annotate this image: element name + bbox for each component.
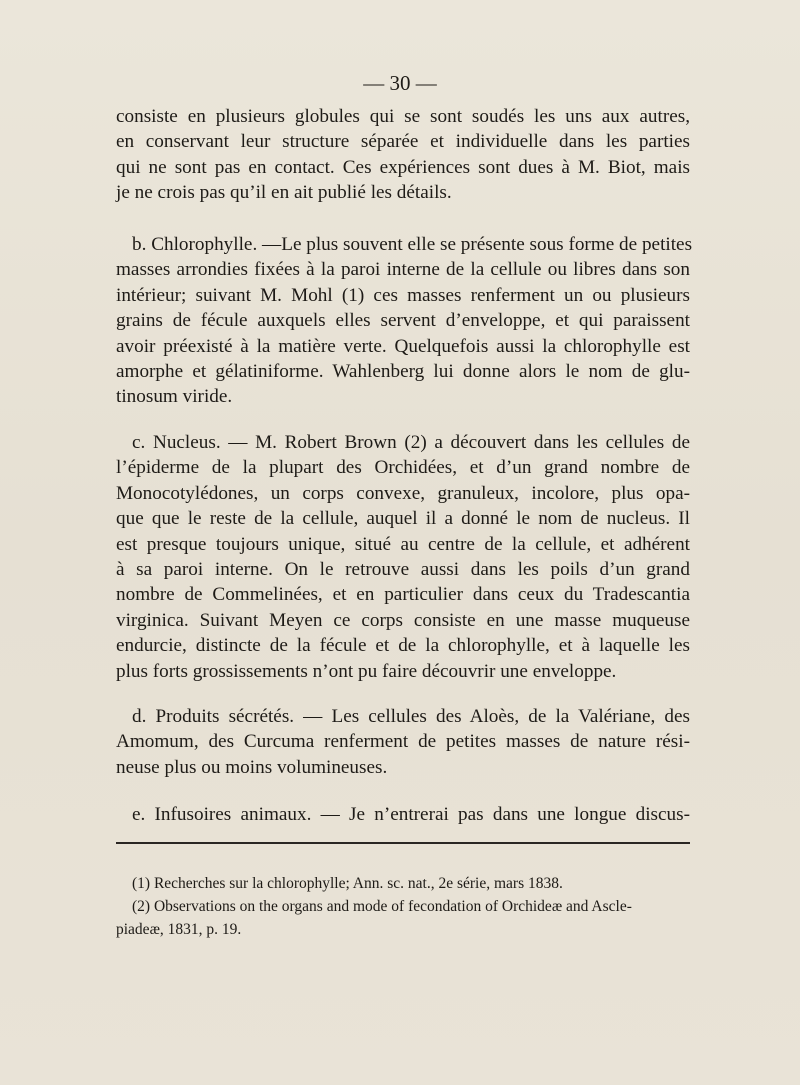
text-line: que que le reste de la cellule, auquel il a donné le nom de nucleus. Il <box>116 508 690 530</box>
paragraph-infusoires <box>116 802 690 827</box>
text-line: tinosum viride. <box>116 386 233 408</box>
text-line: plus forts grossissements n’ont pu faire découvrir une enveloppe. <box>116 660 617 682</box>
paragraph <box>116 704 690 780</box>
text-line: intérieur; suivant M. Mohl (1) ces masses renferment un ou plusieurs <box>116 284 690 306</box>
text-line: d. Produits sécrétés. — Les cellules des Aloès, de la Valériane, des <box>132 706 690 727</box>
text-line: masses arrondies fixées à la paroi interne de la cellule ou libres dans son <box>116 259 690 281</box>
paragraph-produits-secretes <box>116 704 690 780</box>
text-line: b. Chlorophylle. —Le plus souvent elle se présente sous forme de petites <box>132 234 693 255</box>
text-line: qui ne sont pas en contact. Ces expériences sont dues à M. Biot, mais <box>116 156 690 178</box>
text-line: e. Infusoires animaux. — Je n’entrerai pas dans une longue discus- <box>132 804 690 825</box>
paragraph-nucleus <box>116 430 690 684</box>
paragraph <box>116 430 690 684</box>
paragraph-chlorophylle <box>116 232 693 410</box>
text-line: endurcie, distincte de la fécule et de la chlorophylle, et à laquelle les <box>116 635 690 657</box>
paragraph <box>116 104 690 206</box>
footnote-1 <box>116 872 690 895</box>
footnote-line: (1) Recherches sur la chlorophylle; Ann. sc. nat., 2e série, mars 1838. <box>132 875 563 892</box>
footnote-2 <box>116 895 690 941</box>
text-line: c. Nucleus. — M. Robert Brown (2) a découvert dans les cellules de <box>132 432 690 453</box>
text-line: nombre de Commelinées, et en particulier dans ceux du Tradescantia <box>116 584 690 606</box>
text-line: je ne crois pas qu’il en ait publié les détails. <box>116 182 452 204</box>
text-line: l’épiderme de la plupart des Orchidées, et d’un grand nombre de <box>116 457 690 479</box>
text-line: est presque toujours unique, situé au centre de la cellule, et adhérent <box>116 533 690 555</box>
text-line: consiste en plusieurs globules qui se sont soudés les uns aux autres, <box>116 106 690 127</box>
footnote-line: piadeæ, 1831, p. 19. <box>116 921 242 938</box>
footnotes <box>116 872 690 941</box>
page-number: — 30 — <box>363 71 437 95</box>
text-line: Monocotylédones, un corps convexe, granuleux, incolore, plus opa- <box>116 482 690 504</box>
text-line: à sa paroi interne. On le retrouve aussi dans les poils d’un grand <box>116 559 690 581</box>
text-line: neuse plus ou moins volumineuses. <box>116 756 388 778</box>
text-line: amorphe et gélatiniforme. Wahlenberg lui donne alors le nom de glu- <box>116 361 690 383</box>
text-line: en conservant leur structure séparée et individuelle dans les parties <box>116 131 690 153</box>
text-line: avoir préexisté à la matière verte. Quelquefois aussi la chlorophylle est <box>116 335 690 357</box>
text-line: Amomum, des Curcuma renferment de petites masses de nature rési- <box>116 731 690 753</box>
paragraph <box>116 802 690 827</box>
paragraph <box>116 232 693 410</box>
paragraph-continuation <box>116 104 690 206</box>
text-line: grains de fécule auxquels elles servent d’enveloppe, et qui paraissent <box>116 310 690 332</box>
footnote-rule <box>116 842 690 844</box>
footnote-line: (2) Observations on the organs and mode of fecondation of Orchideæ and Ascle- <box>132 898 632 915</box>
text-line: virginica. Suivant Meyen ce corps consiste en une masse muqueuse <box>116 609 690 631</box>
